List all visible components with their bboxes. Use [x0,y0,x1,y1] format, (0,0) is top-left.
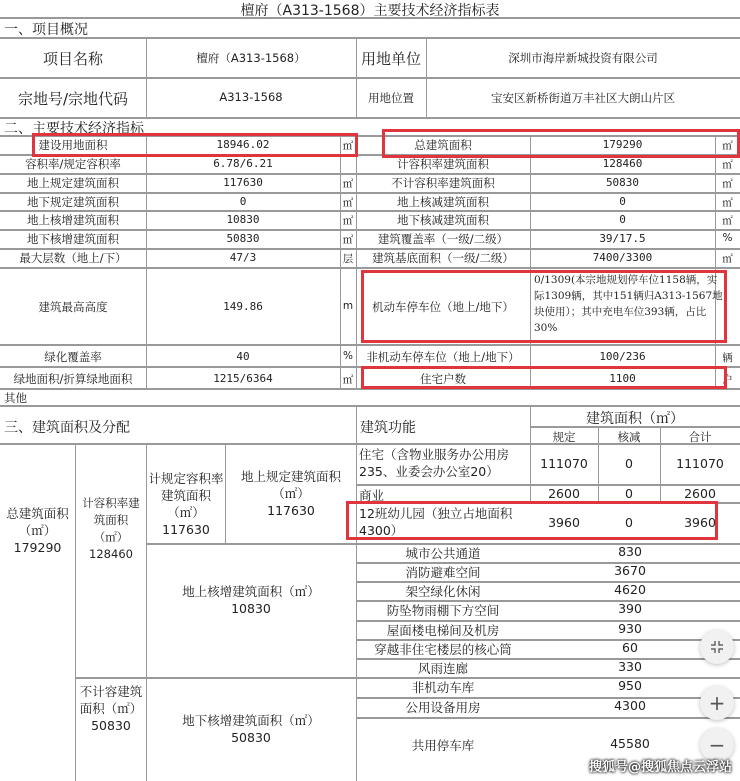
area-label: 建筑面积（㎡） [586,411,684,427]
area-item-value: 950 [618,678,642,693]
col-total: 合计 [688,430,712,444]
parking-label: 机动车停车位（地上/地下） [372,300,514,314]
households-value: 1100 [609,372,636,385]
area-item-name: 城市公共通道 [405,546,481,561]
indicator-label: 建筑覆盖率（一级/二级） [377,232,509,247]
area-item-value: 4620 [614,582,646,598]
above-planned-value: 117630 [267,503,315,518]
area-item-value: 930 [618,620,642,636]
parcel-label: 宗地号/宗地代码 [17,90,129,108]
indicator-unit: ㎡ [722,158,733,171]
above-planned-label: 地上规定建筑面积（㎡） 117630 [240,469,341,518]
area-item-value: 390 [618,601,642,617]
fa-label: 计容积率建筑面积（㎡） 128460 [82,496,140,561]
indicator-value: 18946.02 [216,138,270,151]
height-unit: m [342,300,354,312]
highlight-parking [361,270,727,343]
table-title: 檀府（A313-1568）主要技术经济指标表 [240,3,500,19]
land-unit-label: 用地单位 [360,50,421,68]
height-value: 149.86 [223,300,263,313]
planned-fa-value: 117630 [162,522,210,537]
section1-heading: 一、项目概况 [4,22,88,38]
col-reduce: 核减 [617,430,641,444]
indicator-unit: % [722,232,733,245]
indicator-unit: ㎡ [722,196,733,209]
indicator-value: 7400/3300 [592,251,653,265]
nfa-label: 不计容建筑面积（㎡） 50830 [79,684,143,733]
area-item-value: 830 [618,544,642,559]
indicator-unit: ㎡ [722,253,733,266]
other-label: 其他 [4,391,27,405]
households-unit: 户 [722,374,733,386]
zoom-out-button[interactable]: − [700,728,734,762]
row-divider [356,717,740,719]
location-value: 宝安区新桥街道万丰社区大朗山片区 [491,91,675,105]
indicator-value: 10830 [226,213,260,227]
indicator-value: 117630 [223,175,263,189]
highlight-kindergarten [346,501,718,540]
indicator-value: 179290 [602,138,643,151]
above-inc-value: 10830 [231,601,271,616]
watermark: 搜狐号@搜狐焦点云浮站 [588,760,732,775]
indicator-label: 建设用地面积 [38,138,108,152]
indicator-label: 地下核增建筑面积 [27,232,119,247]
indicator-value: 0 [239,194,247,208]
indicator-label: 地下核减建筑面积 [397,213,489,228]
area-item-name: 公用设备用房 [405,700,481,715]
greenarea-value: 1215/6364 [213,372,273,385]
area-item-value: 330 [618,658,642,674]
area-item-value: 3670 [614,563,646,579]
nfa-value: 50830 [91,718,131,733]
indicator-unit: 层 [342,253,354,266]
area-item-name: 防坠物雨棚下方空间 [386,603,500,619]
func-row-commercial: 商业 [359,488,385,503]
green-unit: % [343,350,353,362]
above-inc-label: 地上核增建筑面积（㎡） 10830 [182,584,320,616]
area-item-name: 消防避难空间 [405,565,481,581]
func-row-residential-reduce: 0 [625,456,633,471]
parcel-value: A313-1568 [219,90,283,104]
func-row-kindergarten-total: 3960 [684,515,716,530]
indicator-unit: ㎡ [342,196,354,209]
indicator-value: 0 [619,213,626,227]
indicator-label: 地上核增建筑面积 [27,213,119,228]
func-row-residential-planned: 111070 [540,456,588,471]
indicator-label: 地下规定建筑面积 [27,194,119,209]
location-label: 用地位置 [368,91,414,105]
indicator-unit: ㎡ [342,234,354,247]
households-label: 住宅户数 [420,372,466,386]
area-item-name: 共用停车库 [411,738,475,753]
total-area-value: 179290 [13,540,62,555]
zoom-in-button[interactable]: + [700,686,734,720]
function-label: 建筑功能 [360,420,416,436]
indicator-label: 容积率/规定容积率 [25,156,121,171]
greenarea-label: 绿地面积/折算绿地面积 [13,372,133,386]
green-label: 绿化覆盖率 [44,350,102,364]
planned-fa-label: 计规定容积率建筑面积（㎡） 117630 [148,471,224,537]
indicator-label: 总建筑面积 [414,138,472,152]
highlight-site-area [32,133,358,157]
project-name-label: 项目名称 [42,50,103,68]
col-planned: 规定 [552,430,576,444]
highlight-total-area [382,129,740,158]
area-item-name: 穿越非住宅楼层的核心筒 [374,641,512,657]
height-label: 建筑最高高度 [38,300,108,314]
indicator-unit: ㎡ [722,140,733,152]
indicator-value: 128460 [602,156,643,170]
bike-value: 100/236 [599,350,646,363]
area-item-value: 60 [622,639,638,655]
indicator-unit: ㎡ [722,215,733,228]
indicator-unit: ㎡ [722,177,733,190]
project-name-value: 檀府（A313-1568） [196,51,306,65]
section2-heading: 二、主要技术经济指标 [4,121,144,137]
area-item-value: 4300 [614,698,646,713]
area-item-name: 非机动车库 [411,680,475,695]
bike-label: 非机动车停车位（地上/地下） [366,350,520,364]
indicator-unit: ㎡ [342,140,354,152]
func-row-kindergarten: 12班幼儿园（独立占地面积4300） [359,506,513,538]
indicator-label: 地上规定建筑面积 [27,175,119,190]
indicator-value: 39/17.5 [599,232,646,246]
parking-value: 0/1309(本宗地规划停车位1158辆，实际1309辆，其中151辆归A313-1567地块使用）；其中充电车位393辆，占比30% [534,274,723,334]
func-row-residential: 住宅（含物业服务办公用房235、业委会办公室20） [359,447,510,479]
highlight-households [361,366,727,389]
section3-heading: 三、建筑面积及分配 [4,420,130,436]
area-item-name: 屋面楼电梯间及机房 [386,622,500,638]
indicator-unit: ㎡ [342,215,354,228]
indicator-value: 47/3 [229,251,257,265]
fa-value: 128460 [89,547,133,561]
green-value: 40 [236,350,250,363]
indicator-label: 最大层数（地上/下） [19,251,127,266]
indicator-value: 6.78/6.21 [213,156,273,170]
func-row-commercial-reduce: 0 [625,486,633,501]
area-item-name: 风雨连廊 [417,660,468,676]
func-row-commercial-total: 2600 [684,486,716,501]
func-row-residential-total: 111070 [676,456,724,471]
total-area-label: 总建筑面积（㎡） 179290 [6,506,69,555]
indicator-value: 0 [619,194,626,208]
bike-unit: 辆 [722,352,733,364]
indicator-label: 计容积率建筑面积 [397,156,489,171]
land-unit-value: 深圳市海岸新城投资有限公司 [508,51,658,65]
greenarea-unit: ㎡ [342,374,354,386]
area-item-value: 45580 [610,736,650,751]
func-row-commercial-planned: 2600 [548,486,580,501]
indicator-unit: ㎡ [342,177,354,190]
collapse-icon[interactable] [700,630,734,664]
below-inc-value: 50830 [231,730,271,745]
indicator-label: 建筑基底面积（一级/二级） [372,251,514,266]
indicator-value: 50830 [226,232,260,246]
indicator-label: 不计容积率建筑面积 [391,175,495,190]
area-item-name: 架空绿化休闲 [405,584,481,600]
func-row-kindergarten-reduce: 0 [625,515,633,530]
indicator-value: 50830 [605,175,640,189]
func-row-kindergarten-planned: 3960 [548,515,580,530]
indicator-label: 地上核减建筑面积 [397,194,489,209]
below-inc-label: 地下核增建筑面积（㎡） 50830 [182,713,320,745]
